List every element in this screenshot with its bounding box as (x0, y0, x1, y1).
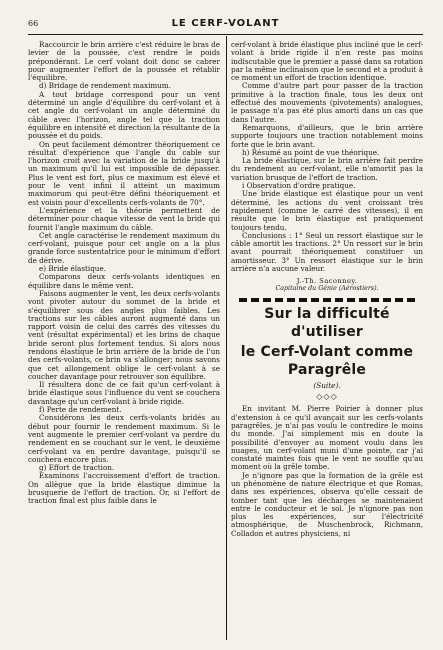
left-column (28, 41, 220, 506)
column-divider (226, 36, 227, 640)
paragraph: L'expérience et la théorie permettent de déterminer pour chaque vitesse de vent la bride qui fournit l'angle maximum du câble. (28, 205, 220, 232)
article-suite: (Suite). (313, 381, 341, 391)
author-role: Capitaine du Génie (Aérostiers). (275, 285, 379, 293)
section-heading: d) Bridage de rendement maximum. (39, 81, 171, 91)
journal-title: LE CERF-VOLANT (171, 18, 280, 29)
section-heading: i Observation d'ordre pratique. (242, 181, 356, 191)
paragraph: La bride élastique, sur le brin arrière fait perdre du rendement au cerf-volant, elle n'amortit pas la variation brusque de l'effort de traction. (231, 156, 423, 182)
paragraph: En invitant M. Pierre Poirier à donner plus d'extension à ce qu'il avançait sur les cerfs-volants paragrêles, je n'ai pas voulu le contredire le moins du monde. J'ai simplement mis en doute la possibilité d'envoyer au moment voulu dans les nuages, un cerf-volant muni d'une pointe, car j'ai constaté maintes fois que le vent ne souffle qu'au moment où la grêle tombe. (231, 404, 423, 472)
ornament: ◇◇◇ (316, 392, 338, 402)
section-heading: f) Perte de rendement. (39, 405, 122, 415)
paragraph: Cet angle caractérise le rendement maximum du cerf-volant, puisque pour cet angle on a la plus grande force sustentatrice pour le minimum d'effort de dérive. (28, 230, 220, 265)
paragraph: On peut facilement démontrer théoriquement ce résultat d'expérience que l'angle du cable sur l'horizon croit avec la variation de la bride jusqu'à un maximum qu'il lui est impossible de dépasser. Plus le vent est fort, plus ce maximum est élevé et pour le vent infini il atteint un maximum maximorum qui peut-être défini théoriquement et est voisin pour d'excellents cerfs-volants de 70°. (28, 139, 220, 207)
paragraph: Je n'ignore pas que la formation de la grêle est un phénomène de nature électrique et que Romas, dans ses expériences, observa qu'elle cessait de tomber tant que les décharges se maintenaient entre le conducteur et le sol. Je n'ignore pas non plus les expériences, sur l'électricité atmosphérique, de Muschenbrock, Richmann, Colladon et autres physiciens, ni (231, 470, 423, 538)
paragraph: Raccourcir le brin arrière c'est réduire le bras de levier de la poussée, c'est rendre le poids prépondérant. Le cerf volant doit donc se cabrer pour augmenter l'effort de la poussée et rétablir l'équilibre. (28, 40, 220, 83)
paragraph: Remarquons, d'ailleurs, que le brin arrière supporte toujours une traction notablement moins forte que le brin avant. (231, 122, 423, 149)
paragraph: Une bride élastique est élastique pour un vent déterminé, les actions du vent croissant très rapidement (comme le carré des vitesses), il en résulte que le brin élastique est pratiquement toujours tendu. (231, 189, 423, 232)
paragraph: cerf-volant à bride élastique plus incliné que le cerf-volant à bride rigide il n'en reste pas moins indiscutable que le premier a passé dans sa rotation par la même inclinaison que le second et a produit à ce moment un effort de traction identique. (231, 40, 423, 83)
article-title-line-2: le Cerf-Volant comme Paragrêle (240, 344, 414, 379)
article-title-line-1: Sur la difficulté d'utiliser (264, 306, 390, 341)
paragraph: Conclusions : 1° Seul un ressort élastique sur le câble amortit les tractions. 2° Un ressort sur le brin avant pourrait théoriquement constituer un amortisseur. 3° Un ressort élastique sur le brin arrière n'a aucune valeur. (231, 230, 423, 274)
paragraph: Il résultera donc de ce fait qu'un cerf-volant à bride élastique sous l'influence du vent se couchera davantage qu'un cerf-volant à bride rigide. (28, 380, 220, 406)
paragraph: Faisons augmenter le vent, les deux cerfs-volants vont pivoter autour du sommet de la bride et s'équilibrer sous des angles plus faibles. Les tractions sur les câbles auront augmenté dans un rapport voisin de celui des carrés des vitesses du vent (résultat expérimental) et les brins de chaque bride seront plus fortement tendus. Si alors nous rendons élastique le brin arrière de la bride de l'un des cerfs-volants, ce brin va s'allonger; nous savons que cet allongement oblige le cerf-volant à se coucher davantage pour retrouver son équilibre. (28, 288, 220, 381)
paragraph: Comme d'autre part pour passer de la traction primitive à la traction finale, tous les deux ont effectué des mouvements (pivotements) analogues, le passage n'a pas été plus amorti dans un cas que dans l'autre. (231, 81, 423, 124)
section-heading: e) Bride élastique. (39, 264, 106, 274)
author-name: J.-Th. Saconney. (296, 277, 358, 286)
page-header (28, 18, 423, 35)
paragraph: Comparons deux cerfs-volants identiques en équilibre dans le même vent. (28, 272, 220, 290)
page-number: 66 (28, 19, 39, 28)
signature (231, 277, 423, 293)
right-column (231, 41, 423, 538)
article-separator (239, 298, 415, 302)
section-heading: h) Résumé au point de vue théorique. (242, 147, 380, 157)
paragraph: Examinons l'accroissement d'effort de traction. On allègue que la bride élastique diminue la brusquerie de l'effort de traction. Or, si l'effort de traction final est plus faible dans le (28, 471, 220, 506)
paragraph: A tout bridage correspond pour un vent déterminé un angle d'équilibre du cerf-volant et à cet angle du cerf-volant un angle déterminé du câble avec l'horizon, angle tel que la traction équilibre en intensité et direction la résultante de la poussée et du poids. (28, 89, 220, 141)
paragraph: Considérons les deux cerfs-volants bridés au début pour fournir le rendement maximum. Si le vent augmente le premier cerf-volant va perdre du rendement en se couchant sur le vent, le deuxième cerf-volant va en perdre davantage, puisqu'il se couchera encore plus. (28, 413, 220, 464)
section-heading: g) Effort de traction. (39, 463, 115, 473)
